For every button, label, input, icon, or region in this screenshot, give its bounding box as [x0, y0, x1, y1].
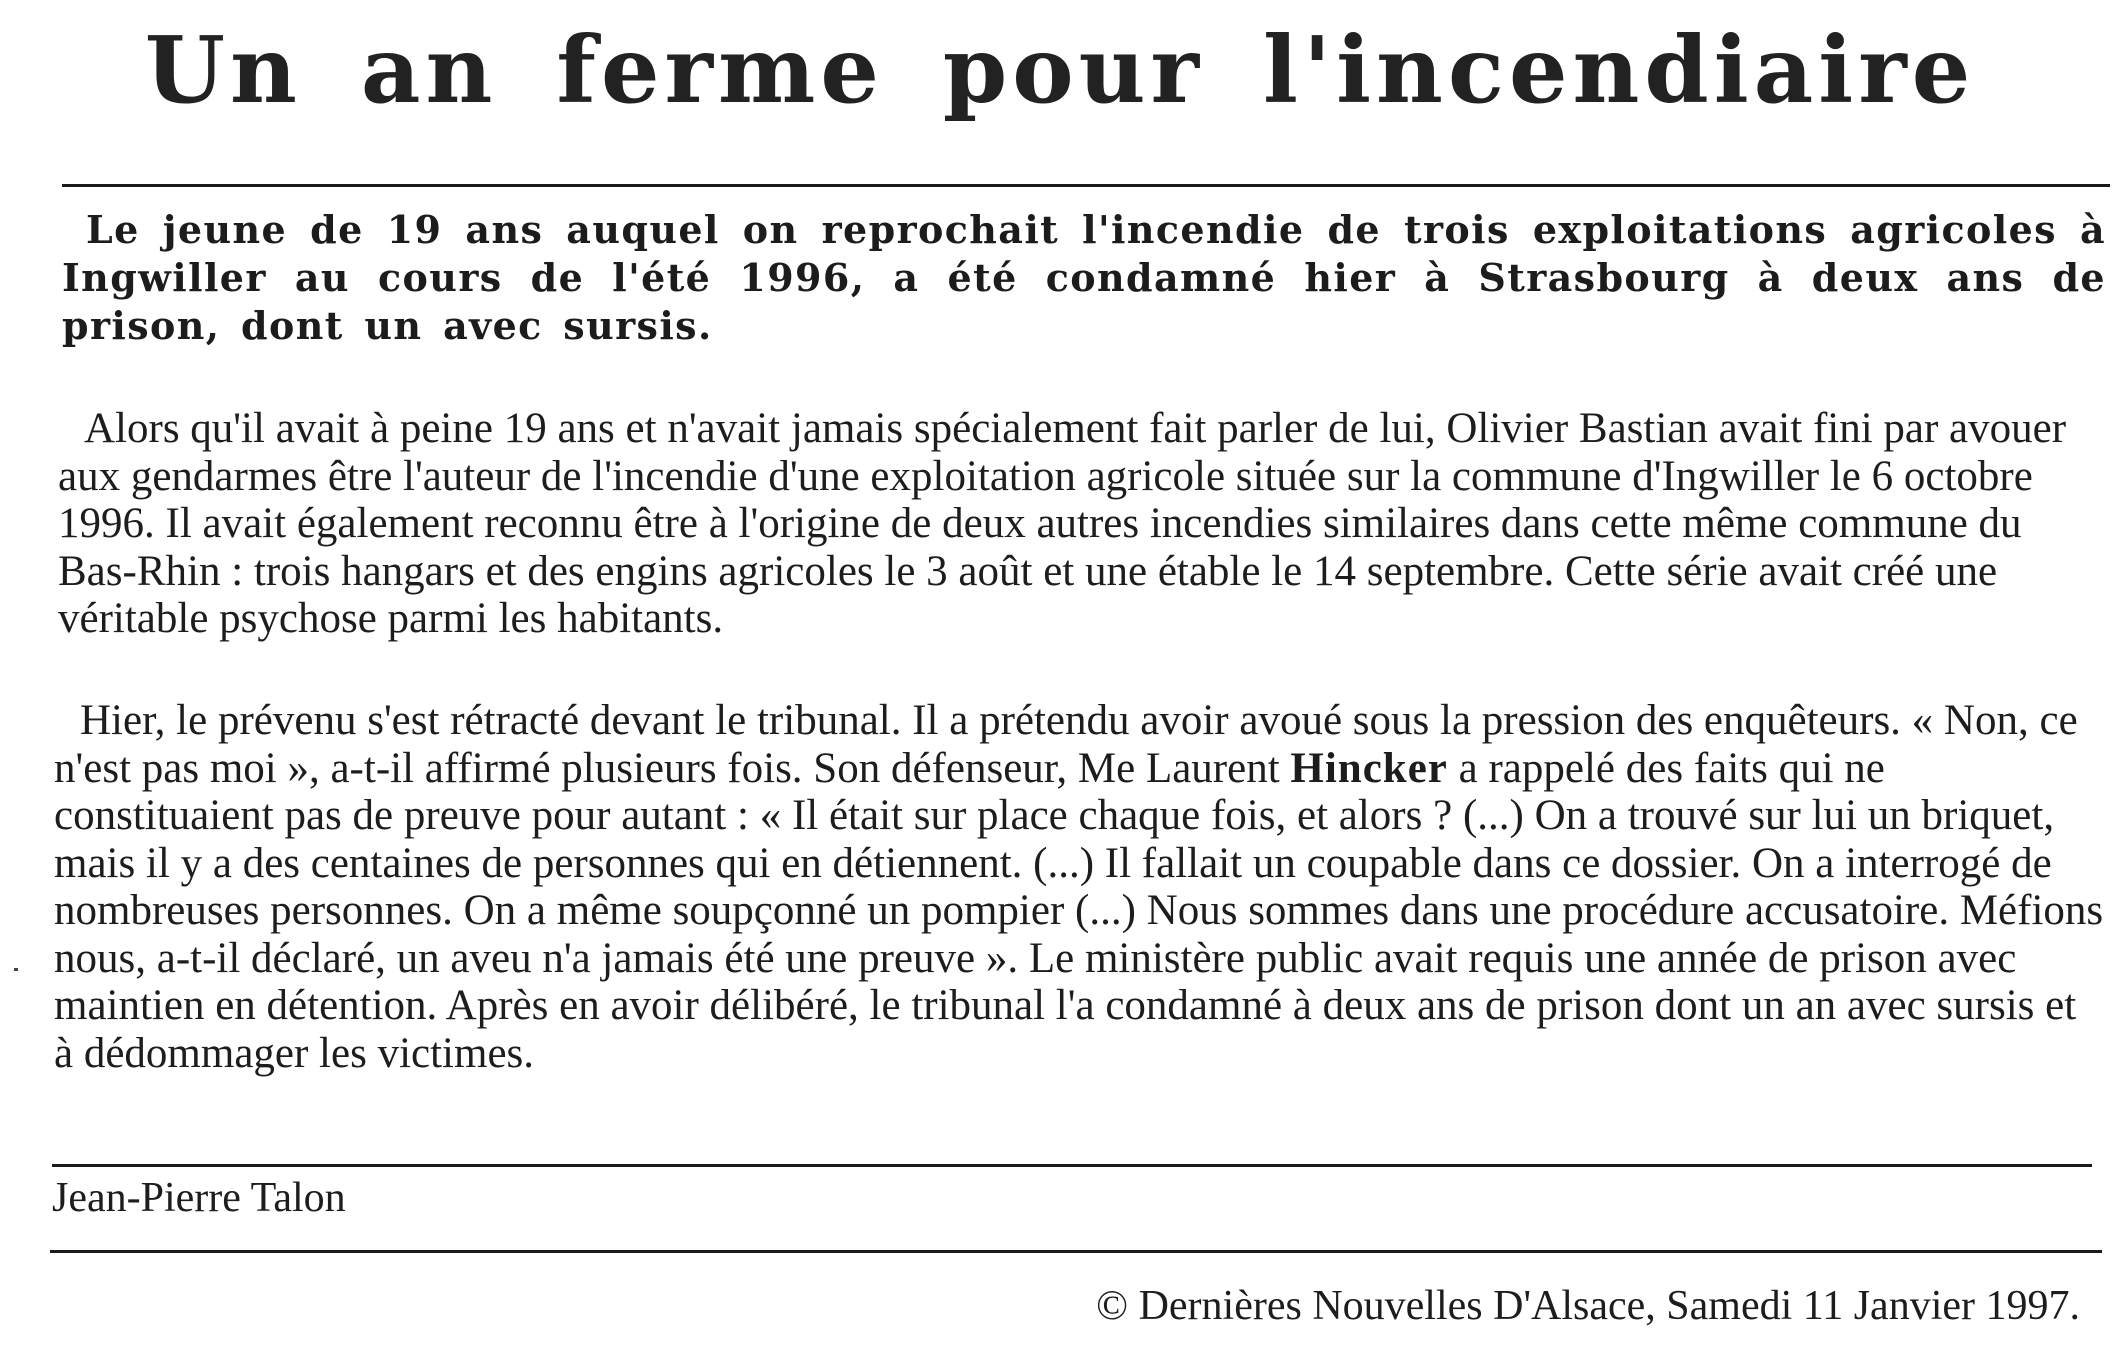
paragraph-2-text-start: Hier, le prévenu s'est rétracté devant le tribunal. Il a prétendu avoir avoué sous la pression des enquêteurs. « Non, ce n'est pas moi », a-t-il affirmé plusieurs fois. Son défenseur, Me Laurent — [54, 697, 2078, 792]
divider-below-author — [50, 1250, 2102, 1253]
scan-speck — [14, 968, 18, 971]
article-paragraph-2 — [54, 697, 2104, 1077]
article-lead: Le jeune de 19 ans auquel on reprochait l'incendie de trois exploitations agricoles à Ingwiller au cours de l'été 1996, a été condamné hier à Strasbourg à deux ans de prison, dont un avec sursis. — [62, 207, 2106, 348]
divider-above-author — [52, 1164, 2092, 1167]
divider-top — [62, 184, 2110, 187]
article-title: Un an ferme pour l'incendiaire — [144, 16, 1976, 124]
article-author: Jean-Pierre Talon — [52, 1175, 346, 1221]
lawyer-name: Hincker — [1290, 744, 1448, 792]
copyright-notice: © Dernières Nouvelles D'Alsace, Samedi 11 Janvier 1997. — [1096, 1283, 2080, 1329]
paragraph-2-text-end: a rappelé des faits qui ne constituaient pas de preuve pour autant : « Il était sur place chaque fois, et alors ? (...) On a trouvé sur lui un briquet, mais il y a des centaines de personnes qui en détiennent. (...) Il fallait un coupable dans ce dossier. On a interrogé de nombreuses personnes. On a même soupçonné un pompier (...) Nous sommes dans une procédure accusatoire. Méfions nous, a-t-il déclaré, un aveu n'a jamais été une preuve ». Le ministère public avait requis une année de prison avec maintien en détention. Après en avoir délibéré, le tribunal l'a condamné à deux ans de prison dont un an avec sursis et à dédommager les victimes. — [54, 744, 2104, 1077]
article-paragraph-1: Alors qu'il avait à peine 19 ans et n'avait jamais spécialement fait parler de lui, Olivier Bastian avait fini par avouer aux gendarmes être l'auteur de l'incendie d'une exploitation agricole située sur la commune d'Ingwiller le 6 octobre 1996. Il avait également reconnu être à l'origine de deux autres incendies similaires dans cette même commune du Bas-Rhin : trois hangars et des engins agricoles le 3 août et une étable le 14 septembre. Cette série avait créé une véritable psychose parmi les habitants. — [58, 405, 2067, 642]
